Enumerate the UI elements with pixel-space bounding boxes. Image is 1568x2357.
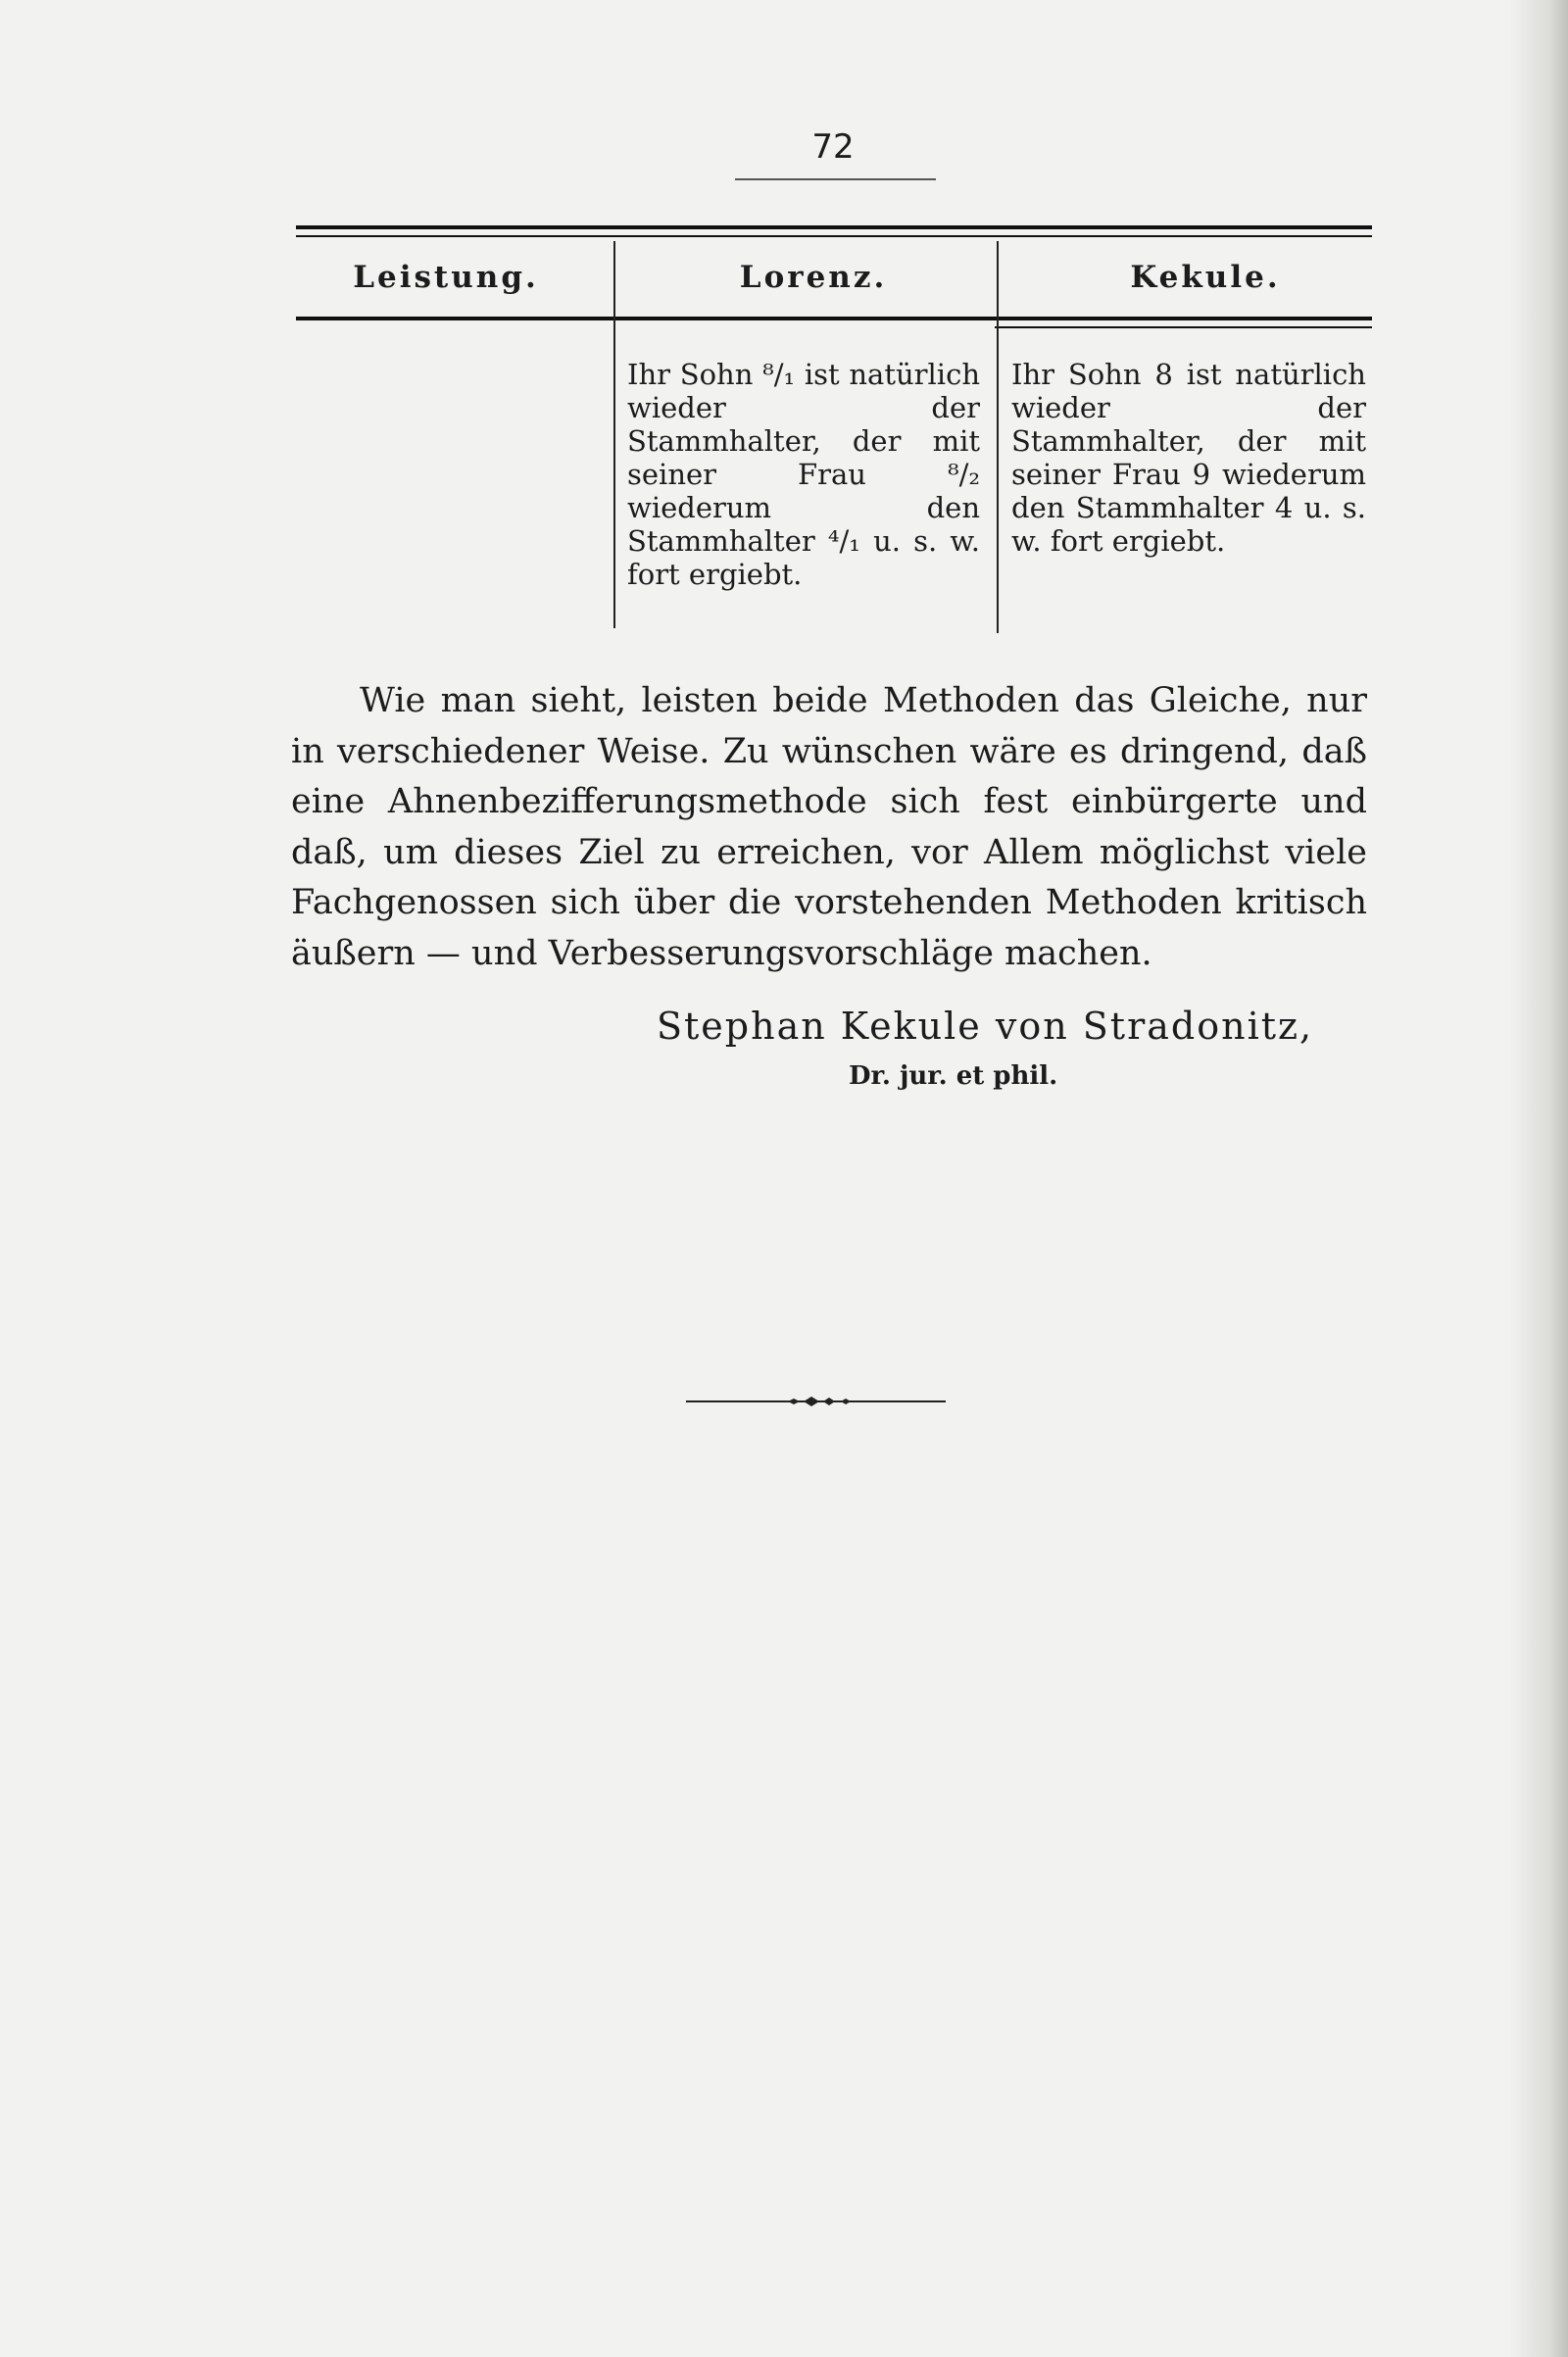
table-header-rule (296, 317, 1372, 320)
header-leistung: Leistung. (353, 260, 539, 295)
author-credentials: Dr. jur. et phil. (849, 1061, 1058, 1091)
column-divider-1 (613, 241, 615, 628)
column-divider-2 (997, 241, 999, 633)
end-ornament (686, 1392, 946, 1411)
body-paragraph-text: Wie man sieht, leisten beide Methoden das Gleiche, nur in verschiedener Weise. Zu wünschen wäre es dringend, daß eine Ahnenbezifferungsmethode sich fest einbürgerte und daß, um dieses Ziel zu erreichen, vor Allem möglichst viele Fachgenossen sich über die vorstehenden Methoden kritisch äußern — und Verbesserungsvorschläge machen. (291, 681, 1367, 973)
page-number: 72 (811, 127, 855, 167)
table-top-rule (296, 225, 1372, 229)
header-lorenz: Lorenz. (739, 260, 888, 295)
body-paragraph (291, 676, 1367, 979)
cell-kekule-text: Ihr Sohn 8 ist natürlich wieder der Stammhalter, der mit seiner Frau 9 wiederum den Stammhalter 4 u. s. w. fort ergiebt. (1011, 358, 1366, 558)
page-number-rule (735, 178, 936, 180)
page-edge-shadow (1509, 0, 1568, 2357)
table-header-rule-thin (995, 326, 1372, 328)
cell-lorenz (627, 358, 980, 591)
cell-lorenz-text: Ihr Sohn ⁸/₁ ist natürlich wieder der Stammhalter, der mit seiner Frau ⁸/₂ wiederum den Stammhalter ⁴/₁ u. s. w. fort ergiebt. (627, 358, 980, 591)
cell-kekule (1011, 358, 1366, 558)
author-signature: Stephan Kekule von Stradonitz, (657, 1005, 1314, 1048)
header-kekule: Kekule. (1130, 260, 1281, 295)
table-top-rule-thin (296, 235, 1372, 237)
ornament-rule-icon (686, 1392, 946, 1411)
